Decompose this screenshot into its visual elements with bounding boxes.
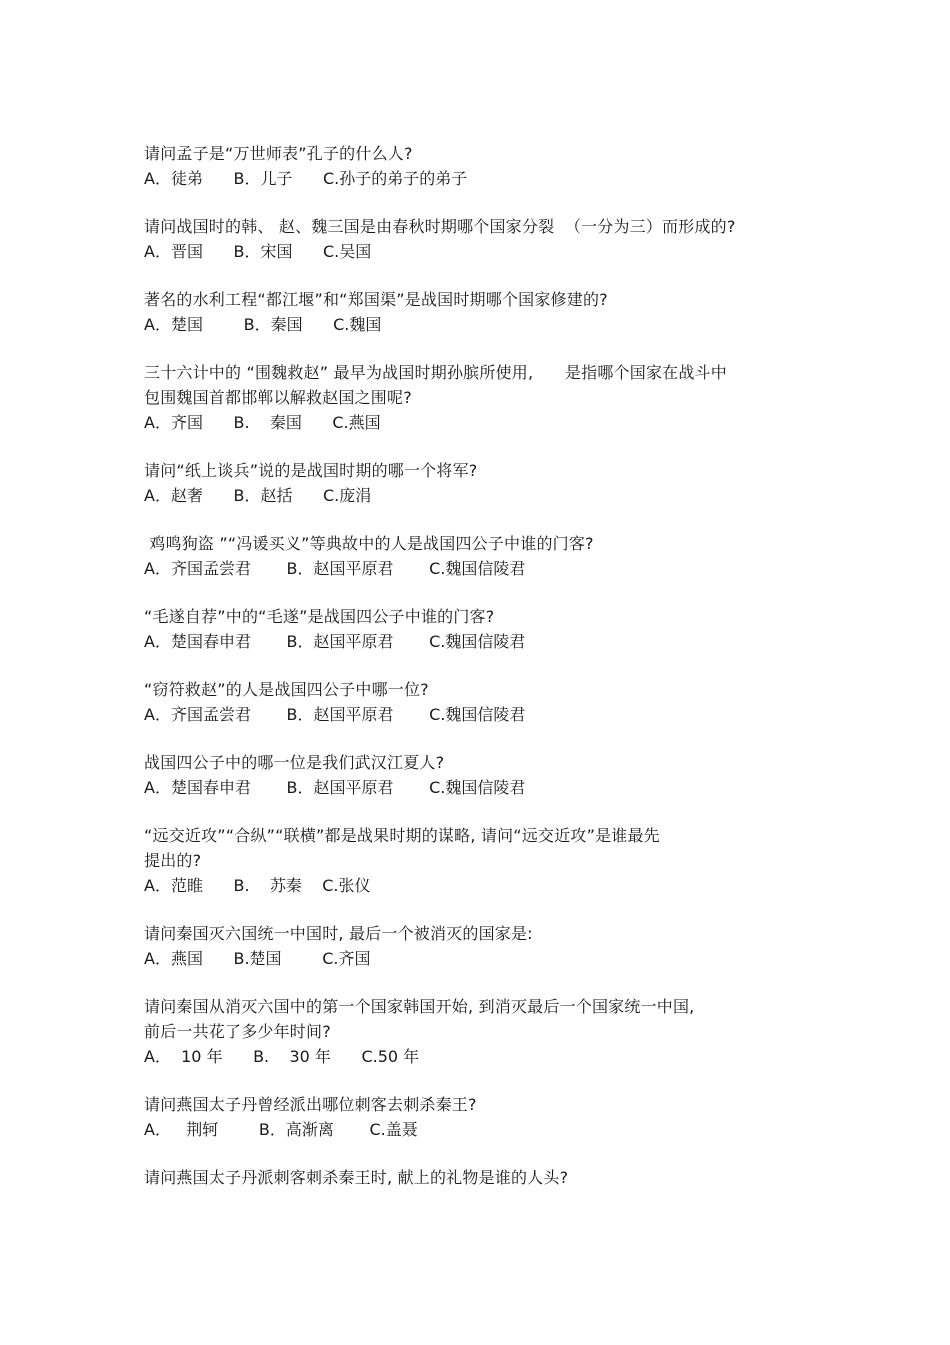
question-item (144, 458, 824, 508)
question-options: A．楚国春申君 B．赵国平原君 C.魏国信陵君 (144, 778, 526, 797)
question-text: “远交近攻”“合纵”“联横”都是战果时期的谋略, 请问“远交近攻”是谁最先 提出的? (144, 826, 660, 870)
question-item (144, 750, 824, 800)
question-text: 请问战国时的韩、 赵、魏三国是由春秋时期哪个国家分裂 （一分为三）而形成的? (144, 217, 736, 236)
question-options: A．晋国 B．宋国 C.吴国 (144, 242, 372, 261)
question-text: 请问秦国灭六国统一中国时, 最后一个被消灭的国家是: (144, 924, 533, 943)
question-options: A．范睢 B. 苏秦 C.张仪 (144, 876, 371, 895)
question-text: “毛遂自荐”中的“毛遂”是战国四公子中谁的门客? (144, 607, 495, 626)
question-item (144, 1165, 824, 1190)
question-options: A．楚国春申君 B．赵国平原君 C.魏国信陵君 (144, 632, 526, 651)
question-options: A．赵奢 B．赵括 C.庞涓 (144, 486, 372, 505)
question-text: “窃符救赵”的人是战国四公子中哪一位? (144, 680, 429, 699)
question-text: 战国四公子中的哪一位是我们武汉江夏人? (144, 753, 445, 772)
question-text: 请问孟子是“万世师表”孔子的什么人? (144, 144, 413, 163)
question-item (144, 921, 824, 971)
question-item (144, 604, 824, 654)
question-text: 鸡鸣狗盗 ”“冯谖买义”等典故中的人是战国四公子中谁的门客? (144, 534, 594, 553)
question-item (144, 823, 824, 898)
question-text: 请问“纸上谈兵”说的是战国时期的哪一个将军? (144, 461, 478, 480)
question-item (144, 994, 824, 1069)
question-options: A． 10 年 B. 30 年 C.50 年 (144, 1047, 420, 1066)
question-options: A． 荆轲 B．高渐离 C.盖聂 (144, 1120, 418, 1139)
question-options: A．楚国 B．秦国 C.魏国 (144, 315, 382, 334)
question-text: 请问秦国从消灭六国中的第一个国家韩国开始, 到消灭最后一个国家统一中国, 前后一共花了多少年时间? (144, 997, 695, 1041)
question-options: A．徒弟 B．儿子 C.孙子的弟子的弟子 (144, 169, 468, 188)
question-item (144, 214, 824, 264)
question-text: 请问燕国太子丹派刺客刺杀秦王时, 献上的礼物是谁的人头? (144, 1168, 569, 1187)
question-item (144, 677, 824, 727)
question-options: A．齐国 B. 秦国 C.燕国 (144, 413, 381, 432)
question-text: 三十六计中的 “围魏救赵” 最早为战国时期孙膑所使用, 是指哪个国家在战斗中 包围魏国首都邯郸以解救赵国之围呢? (144, 363, 727, 407)
question-item (144, 141, 824, 191)
quiz-list (144, 141, 824, 1213)
question-options: A．齐国孟尝君 B．赵国平原君 C.魏国信陵君 (144, 705, 526, 724)
question-text: 请问燕国太子丹曾经派出哪位刺客去刺杀秦王? (144, 1095, 477, 1114)
question-item (144, 531, 824, 581)
question-item (144, 360, 824, 435)
question-item (144, 287, 824, 337)
question-options: A．燕国 B.楚国 C.齐国 (144, 949, 371, 968)
question-item (144, 1092, 824, 1142)
question-text: 著名的水利工程“都江堰”和“郑国渠”是战国时期哪个国家修建的? (144, 290, 608, 309)
question-options: A．齐国孟尝君 B．赵国平原君 C.魏国信陵君 (144, 559, 526, 578)
